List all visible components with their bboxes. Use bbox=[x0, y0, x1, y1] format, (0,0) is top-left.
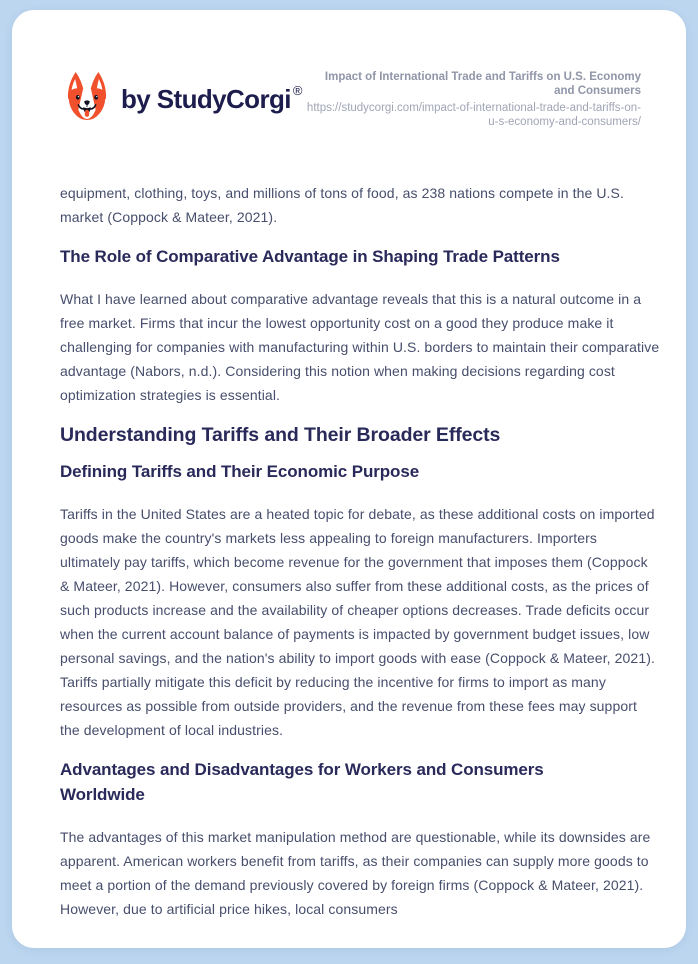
studycorgi-logo bbox=[60, 70, 302, 128]
article-section-heading: The Role of Comparative Advantage in Shaping Trade Patterns bbox=[60, 247, 560, 266]
article-paragraph: What I have learned about comparative advantage reveals that this is a natural outcome in a free market. Firms that incur the lowest opportunity cost on a good they produce make it challenging for companies with manufacturing within U.S. borders to maintain their comparative advantage (Nabors, n.d.). Considering this notion when making decisions regarding cost optimization strategies is essential. bbox=[60, 291, 660, 403]
article-paragraph: equipment, clothing, toys, and millions of tons of food, as 238 nations compete in the U.S. market (Coppock & Mateer, 2021). bbox=[60, 185, 624, 225]
brand-wordmark: by StudyCorgi bbox=[121, 83, 291, 114]
article-section-heading: Understanding Tariffs and Their Broader Effects bbox=[60, 424, 501, 446]
article-body bbox=[60, 181, 660, 921]
article-section-heading: Advantages and Disadvantages for Workers and Consumers Worldwide bbox=[60, 760, 544, 804]
document-meta bbox=[302, 70, 641, 129]
article-paragraph: The advantages of this market manipulation method are questionable, while its downsides are apparent. American workers benefit from tariffs, as their companies can supply more goods to meet a portion of the demand previously covered by foreign firms (Coppock & Mateer, 2021). However, due to artificial price hikes, local consumers bbox=[60, 829, 651, 917]
registered-trademark-symbol: ® bbox=[292, 82, 303, 98]
corgi-head-icon bbox=[60, 70, 114, 128]
article-paragraph: Tariffs in the United States are a heated topic for debate, as these additional costs on imported goods make the country's markets less appealing to foreign manufacturers. Importers ultimately pay tariffs, which become revenue for the government that imposes them (Coppock & Mateer, 2021). However, consumers also suffer from these additional costs, as the prices of such products increase and the availability of cheaper options decreases. Trade deficits occur when the current account balance of payments is impacted by government budget issues, low personal savings, and the nation's ability to import goods with ease (Coppock & Mateer, 2021). Tariffs partially mitigate this deficit by reducing the incentive for firms to import as many resources as possible from outside providers, and the revenue from these fees may support the development of local industries. bbox=[60, 506, 655, 738]
document-title: Impact of International Trade and Tariffs on U.S. Economy and Consumers bbox=[324, 71, 641, 97]
article-section-heading: Defining Tariffs and Their Economic Purpose bbox=[60, 462, 420, 481]
document-card bbox=[12, 10, 686, 948]
document-header bbox=[60, 70, 641, 129]
document-url-link[interactable]: https://studycorgi.com/impact-of-international-trade-and-tariffs-on-u-s-economy-and-consumers/ bbox=[306, 102, 641, 128]
